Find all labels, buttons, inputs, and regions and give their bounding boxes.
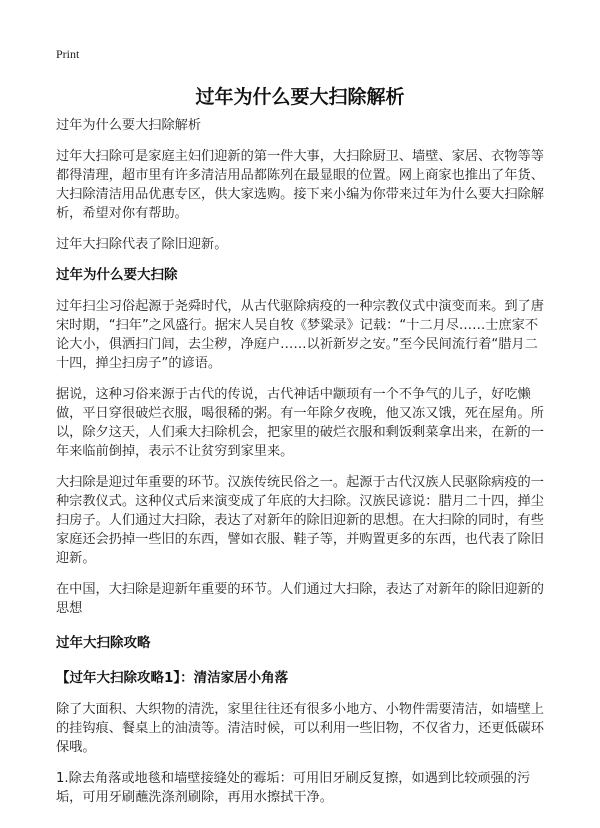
print-label[interactable]: Print <box>56 47 80 61</box>
tip1-paragraph: 除了大面积、大织物的清洗，家里往往还有很多小地方、小物件需要清洁，如墙壁上的挂钩痕、餐桌上的油渍等。清洁时候，可以利用一些旧物，不仅省力，还更低碳环保哦。 <box>56 702 544 755</box>
history-paragraph: 过年扫尘习俗起源于尧舜时代，从古代驱除病疫的一种宗教仪式中演变而来。到了唐宋时期，“扫年”之风盛行。据宋人吴自牧《梦粱录》记载：“十二月尽……士庶家不论大小，俱洒扫门闾，去尘秽，净庭户……以祈新岁之安。”至今民间流行着“腊月二十四，掸尘扫房子”的谚语。 <box>56 299 544 371</box>
heading-why: 过年为什么要大扫除 <box>56 267 178 283</box>
heading-tips: 过年大扫除攻略 <box>56 635 151 651</box>
heading-tip1: 【过年大扫除攻略1】：清洁家居小角落 <box>56 670 289 686</box>
page-title: 过年为什么要大扫除解析 <box>195 86 405 108</box>
china-paragraph: 在中国，大扫除是迎新年重要的环节。人们通过大扫除，表达了对新年的除旧迎新的思想 <box>56 582 544 616</box>
summary-paragraph: 过年大扫除代表了除旧迎新。 <box>56 237 228 252</box>
intro-paragraph: 过年大扫除可是家庭主妇们迎新的第一件大事，大扫除厨卫、墙壁、家居、衣物等等都得清理，超市里有许多清洁用品都陈列在最显眼的位置。网上商家也推出了年货、大扫除清洁用品优惠专区，供大家选购。接下来小编为你带来过年为什么要大扫除解析，希望对你有帮助。 <box>56 149 544 221</box>
festival-paragraph: 大扫除是迎过年重要的环节。汉族传统民俗之一。起源于古代汉族人民驱除病疫的一种宗教仪式。这种仪式后来演变成了年底的大扫除。汉族民谚说：腊月二十四，掸尘扫房子。人们通过大扫除，表达了对新年的除旧迎新的思想。在大扫除的同时，有些家庭还会扔掉一些旧的东西，譬如衣服、鞋子等，并购置更多的东西，也代表了除旧迎新。 <box>56 475 544 566</box>
tip1-item1-paragraph: 1.除去角落或地毯和墙壁接缝处的霉垢：可用旧牙刷反复擦，如遇到比较顽强的污垢，可用牙刷蘸洗涤剂刷除，再用水擦拭干净。 <box>56 771 531 805</box>
article-body <box>56 116 544 819</box>
article-subtitle: 过年为什么要大扫除解析 <box>56 118 202 133</box>
legend-paragraph: 据说，这种习俗来源于古代的传说，古代神话中颛顼有一个不争气的儿子，好吃懒做，平日穿很破烂衣服，喝很稀的粥。有一年除夕夜晚，他又冻又饿，死在屋角。所以，除夕这天，人们乘大扫除机会，把家里的破烂衣服和剩饭剩菜拿出来，在新的一年来临前倒掉，表示不让贫穷到家里来。 <box>56 387 544 459</box>
